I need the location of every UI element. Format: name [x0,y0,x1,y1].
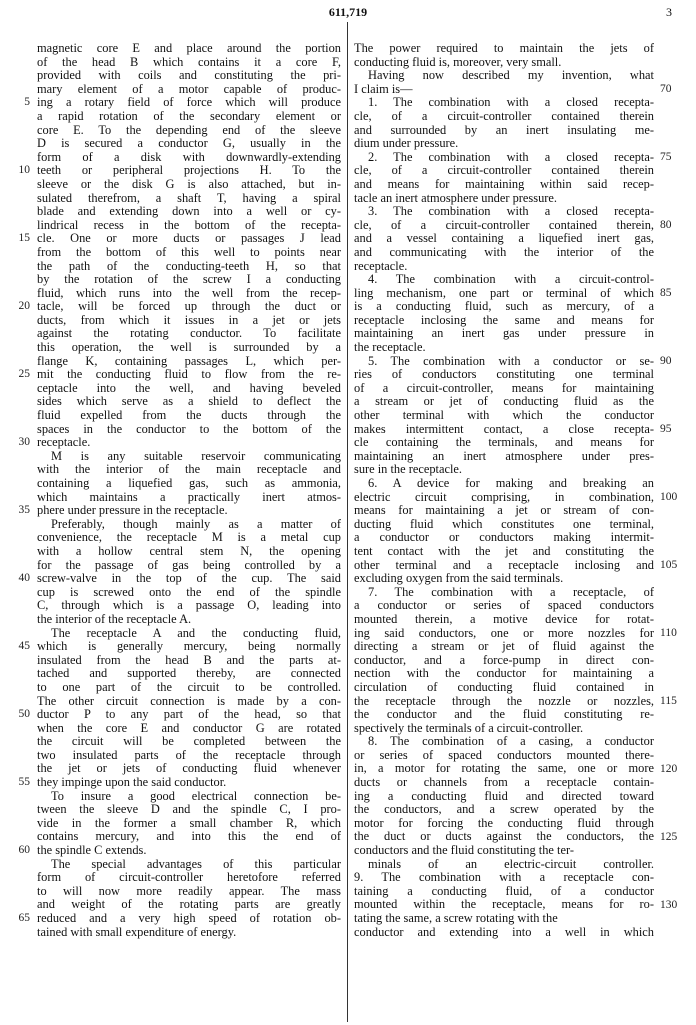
text-line: The other circuit connection is made by a con- [37,694,341,708]
text-line: sure in the receptacle. [354,463,463,477]
text-line: the duct or ducts against the conductors, the [354,830,654,844]
line-number-right: 125 [660,830,678,843]
text-line: cle, of a circuit-controller contained therein [354,164,654,178]
text-line: tacle, will be forced up through the duct or [37,300,341,314]
text-line: To insure a good electrical connection be- [51,789,341,803]
text-line: cle, of a circuit-controller contained therein, [354,218,654,232]
line-number-left: 35 [18,504,30,517]
text-line: lindrical recess in the bottom of the recepta- [37,218,341,232]
text-line: the interior of the receptacle A. [37,612,192,626]
text-line: the receptacle. [354,341,426,355]
text-line: a conductor or series of spaced conductors [354,599,654,613]
text-line: 2. The combination with a closed recepta- [368,150,654,164]
line-number-right: 95 [660,422,672,435]
text-line: of the head B which contains it a core F, [37,55,341,69]
text-line: form of circuit-controller heretofore referred [37,871,341,885]
text-line: 1. The combination with a closed recepta- [368,96,654,110]
text-line: with a hollow central stem N, the opening [37,544,341,558]
text-line: of a circuit-controller, means for maintaining [354,381,654,395]
line-number-right: 100 [660,490,678,503]
text-line: ductor P to any part of the head, so that [37,708,341,722]
text-line: ing a conducting fluid and directed toward [354,789,654,803]
text-line: magnetic core E and place around the portion [37,42,341,55]
text-line: sulated therefrom, a shaft T, having a spiral [37,191,341,205]
text-line: from the bottom of this well to points near [37,245,341,259]
line-number-right: 80 [660,218,672,231]
text-line: the jet or jets of conducting fluid whenever [37,762,341,776]
text-line: ducts, from which it issues in a jet or jets [37,313,341,327]
line-number-left: 20 [18,300,30,313]
text-line: conducting fluid is, moreover, very small. [354,55,562,69]
line-number-right: 90 [660,354,672,367]
text-line: for the passage of gas being controlled by a [37,558,341,572]
text-line: to one part of the circuit to be controlled. [37,680,341,694]
text-line: mit the conducting fluid to flow from the re- [37,368,341,382]
text-line: vide in the former a small chamber R, which [37,816,341,830]
text-line: D is secured a conductor G, usually in the [37,137,341,151]
text-line: minals of an electric-circuit controller. [368,857,654,871]
line-number-left: 40 [18,572,30,585]
text-line: against the rotating conductor. To facilitate [37,327,341,341]
text-line: sleeve or the disk G is also attached, but in- [37,177,341,191]
left-text-column [37,42,341,939]
text-line: and communicating with the interior of the [354,245,654,259]
text-line: and weight of the rotating parts are greatly [37,898,341,912]
text-line: other terminal and a receptacle inclosing and [354,558,654,572]
text-line: makes intermittent contact, a close recepta- [354,422,654,436]
text-line: phere under pressure in the receptacle. [37,504,228,518]
text-line: mary element of a motor capable of produc- [37,82,341,96]
text-line: 5. The combination with a conductor or se- [368,354,654,368]
text-line: cle. One or more ducts or passages J lead [37,232,341,246]
text-line: and surrounded by an inert insulating me- [354,123,654,137]
text-line: fluid expelled from the ducts through the [37,409,341,423]
text-line: conductor and extending into a well in which [354,925,654,939]
text-line: a rapid rotation of the secondary element or [37,109,341,123]
column-divider [347,22,348,1022]
text-line: M is any suitable reservoir communicating [51,449,341,463]
text-line: tacle an inert atmosphere under pressure. [354,191,557,205]
text-line: insulated from the head B and the parts at- [37,653,341,667]
text-line: The receptacle A and the conducting fluid, [51,626,341,640]
text-line: ling mechanism, one part or terminal of which [354,286,654,300]
text-line: receptacle. [37,436,91,450]
text-line: the receptacle through the nozzle or nozzles, [354,694,654,708]
text-line: The power required to maintain the jets of [354,42,654,55]
text-line: tained with small expenditure of energy. [37,925,237,939]
text-line: the circuit will be completed between the [37,735,341,749]
text-line: which maintains a practically inert atmos- [37,490,341,504]
line-number-left: 50 [18,708,30,721]
text-line: 6. A device for making and breaking an [368,477,654,490]
text-line: blade and extending down into a well or cy- [37,205,341,219]
text-line: 7. The combination with a receptacle, of [368,585,654,599]
text-line: teeth or peripheral projections H. To the [37,164,341,178]
text-line: means for maintaining a jet or stream of con- [354,504,654,518]
text-line: ducting fluid which constitutes one terminal, [354,517,654,531]
text-line: ing said conductors, one or more nozzles for [354,626,654,640]
line-number-left: 10 [18,164,30,177]
line-number-left: 30 [18,436,30,449]
text-line: in, a motor for rotating the same, one or more [354,762,654,776]
line-number-left: 65 [18,912,30,925]
text-line: 8. The combination of a casing, a conductor [368,735,654,749]
text-line: they impinge upon the said conductor. [37,776,227,790]
text-line: conductor, and a force-pump in direct con- [354,653,654,667]
text-line: and means for maintaining within said recep- [354,177,654,191]
text-line: the path of the conducting-teeth H, so that [37,259,341,273]
text-line: form of a disk with downwardly-extending [37,150,341,164]
line-number-right: 120 [660,762,678,775]
text-line: maintaining an inert gas under pressure in [354,327,654,341]
text-line: the spindle C extends. [37,844,147,858]
patent-number: 611,719 [328,5,368,19]
text-line: 3. The combination with a closed recepta- [368,205,654,219]
line-number-left: 45 [18,640,30,653]
text-line: nection with the conductor for maintaining a [354,667,654,681]
text-line: Preferably, though mainly as a matter of [51,517,341,531]
text-line: receptacle inclosing the same and means for [354,313,654,327]
text-line: directing a stream or jet of fluid against the [354,640,654,654]
page-number: 3 [666,5,672,19]
line-number-right: 75 [660,150,672,163]
text-line: C, through which is a passage O, leading into [37,599,341,613]
right-text-column [354,42,654,939]
text-line: tached and supported thereby, are connected [37,667,341,681]
text-line: containing a liquefied gas, such as ammonia, [37,477,341,490]
text-line: provided with coils and constituting the pri- [37,69,341,83]
text-line: the conductors, and a screw operated by the [354,803,654,817]
text-line: other terminal with which the conductor [354,409,654,423]
text-line: flange K, containing passages L, which per- [37,354,341,368]
text-line: The special advantages of this particular [51,857,341,871]
text-line: a stream or jet of conducting fluid as the [354,395,654,409]
text-line: convenience, the receptacle M is a metal cup [37,531,341,545]
text-line: 9. The combination with a receptacle con- [354,871,654,885]
text-line: electric circuit comprising, in combination, [354,490,654,504]
text-line: Having now described my invention, what [368,69,654,83]
line-number-right: 70 [660,82,672,95]
text-line: which is generally mercury, being normally [37,640,341,654]
text-line: receptacle. [354,259,408,273]
text-line: I claim is— [354,82,413,96]
text-line: circulation of conducting fluid contained in [354,680,654,694]
line-number-left: 15 [18,232,30,245]
text-line: dium under pressure. [354,137,459,151]
text-line: ceptacle into the well, and having beveled [37,381,341,395]
text-line: when the core E and conductor G are rotated [37,721,341,735]
line-number-left: 25 [18,368,30,381]
text-line: reduced and a very high speed of rotation ob- [37,912,341,925]
line-number-left: 5 [24,96,30,109]
text-line: screw-valve in the top of the cup. The said [37,572,341,586]
text-line: ries of conductors constituting one terminal [354,368,654,382]
text-line: 4. The combination with a circuit-control- [368,273,654,287]
text-line: to will now more readily appear. The mass [37,884,341,898]
text-line: core E. To the depending end of the sleeve [37,123,341,137]
line-number-left: 60 [18,844,30,857]
text-line: cup is screwed onto the end of the spindle [37,585,341,599]
text-line: tent contact with the jet and constituting the [354,544,654,558]
text-line: mounted therein, a motive device for rotat- [354,612,654,626]
text-line: excluding oxygen from the said terminals. [354,572,564,586]
text-line: mounted within the receptacle, means for ro- [354,898,654,912]
text-line: ducts or channels from a receptacle contain- [354,776,654,790]
text-line: by the rotation of the screw I a conducting [37,273,341,287]
text-line: cle containing the terminals, and means for [354,436,654,450]
text-line: maintaining an inert atmosphere under pres- [354,449,654,463]
text-line: sides which serve as a shield to deflect the [37,395,341,409]
text-line: is a conducting fluid, such as mercury, of a [354,300,654,314]
text-line: conductors and the fluid constituting the ter- [354,844,574,858]
text-line: two insulated parts of the receptacle through [37,748,341,762]
line-number-right: 110 [660,626,677,639]
text-line: tating the same, a screw rotating with the [354,912,558,925]
text-line: spaces in the conductor to the bottom of the [37,422,341,436]
text-line: with the interior of the main receptacle and [37,463,341,477]
text-line: a conductor or conductors making intermit- [354,531,654,545]
line-number-right: 115 [660,694,677,707]
line-number-left: 55 [18,776,30,789]
line-number-right: 85 [660,286,672,299]
text-line: or series of spaced conductors mounted there- [354,748,654,762]
text-line: spectively the terminals of a circuit-controller. [354,721,584,735]
text-line: taining a conducting fluid, of a conductor [354,884,654,898]
text-line: tween the sleeve D and the spindle C, I pro- [37,803,341,817]
text-line: motor for forcing the conducting fluid through [354,816,654,830]
line-number-right: 130 [660,898,678,911]
text-line: cle, of a circuit-controller contained therein [354,109,654,123]
text-line: fluid, which runs into the well from the recep- [37,286,341,300]
line-number-right: 105 [660,558,678,571]
text-line: ing a rotary field of force which will produce [37,96,341,110]
text-line: and a vessel containing a liquefied inert gas, [354,232,654,246]
text-line: this operation, the well is surrounded by a [37,341,341,355]
text-line: contains mercury, and into this the end of [37,830,341,844]
text-line: the conductor and the fluid constituting re- [354,708,654,722]
